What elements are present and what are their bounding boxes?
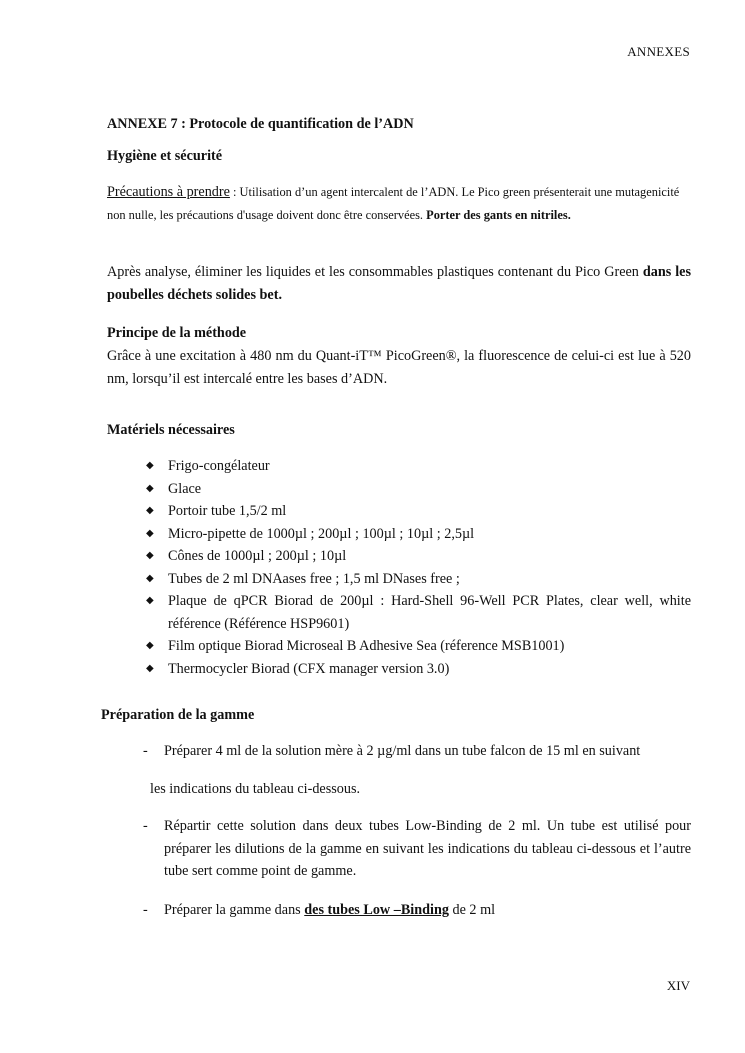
preparation-step-2 [143,815,691,883]
disposal-text: Après analyse, éliminer les liquides et les consommables plastiques contenant du Pico Green [107,264,643,280]
step-3-text: Préparer la gamme dans des tubes Low –Binding de 2 ml [164,902,496,918]
precautions-label: Précautions à prendre [107,184,230,200]
list-item: ◆ Glace [146,478,691,501]
precautions-bold: Porter des gants en nitriles. [426,207,571,222]
list-item: ◆ Film optique Biorad Microseal B Adhesive Sea (réference MSB1001) [146,635,691,658]
step-1-continuation: les indications du tableau ci-dessous. [150,781,361,797]
list-item: ◆ Thermocycler Biorad (CFX manager version 3.0) [146,658,691,681]
diamond-bullet-icon: ◆ [146,550,154,561]
running-header: ANNEXES [627,44,690,59]
dash-bullet: - [143,902,148,918]
preparation-heading: Préparation de la gamme [101,707,255,723]
principle-text: Grâce à une excitation à 480 nm du Quant-iT™ PicoGreen®, la fluorescence de celui-ci est lue à 520 nm, lorsqu’il est intercalé entre les bases d’ADN. [107,348,691,387]
diamond-bullet-icon: ◆ [146,460,154,471]
principle-heading: Principe de la méthode [107,325,247,341]
list-item: ◆ Micro-pipette de 1000µl ; 200µl ; 100µl ; 10µl ; 2,5µl [146,523,691,546]
list-item: ◆ Cônes de 1000µl ; 200µl ; 10µl [146,545,691,568]
diamond-bullet-icon: ◆ [146,482,154,494]
disposal-bold: dans les poubelles déchets solides bet. [107,264,692,303]
diamond-bullet-icon: ◆ [146,572,154,584]
diamond-bullet-icon: ◆ [146,527,154,539]
preparation-step-1 [143,740,691,763]
hygiene-heading: Hygiène et sécurité [107,148,223,164]
list-item: ◆ Frigo-congélateur [146,455,691,478]
list-item: ◆ Tubes de 2 ml DNAases free ; 1,5 ml DNases free ; [146,568,691,591]
page-number: XIV [666,978,690,993]
diamond-bullet-icon: ◆ [146,505,154,516]
low-binding-emphasis: des tubes Low –Binding [304,902,449,918]
diamond-bullet-icon: ◆ [146,595,154,606]
dash-bullet: - [143,743,148,759]
materials-heading: Matériels nécessaires [107,422,235,438]
disposal-paragraph [107,261,691,306]
list-item: ◆ Portoir tube 1,5/2 ml [146,500,691,523]
step-1-text: Préparer 4 ml de la solution mère à 2 µg/ml dans un tube falcon de 15 ml en suivant [164,743,641,759]
diamond-bullet-icon: ◆ [146,640,154,651]
precautions-paragraph [107,181,691,226]
preparation-step-3 [143,899,691,922]
list-item: ◆ Plaque de qPCR Biorad de 200µl : Hard-Shell 96-Well PCR Plates, clear well, white référence (Référence HSP9601) [146,590,691,635]
diamond-bullet-icon: ◆ [146,662,154,674]
dash-bullet: - [143,818,148,834]
materials-list [146,455,691,680]
precautions-text: : Utilisation d’un agent intercalent de l’ADN. Le Pico green présenterait une mutagenicité non nulle, les précautions d'usage doivent donc être conservées. [107,185,680,222]
step-2-text: Répartir cette solution dans deux tubes Low-Binding de 2 ml. Un tube est utilisé pour préparer les dilutions de la gamme en suivant les indications du tableau ci-dessous et l’autre tube sert comme point de gamme. [164,818,691,879]
annex-title: ANNEXE 7 : Protocole de quantification de l’ADN [107,116,414,132]
